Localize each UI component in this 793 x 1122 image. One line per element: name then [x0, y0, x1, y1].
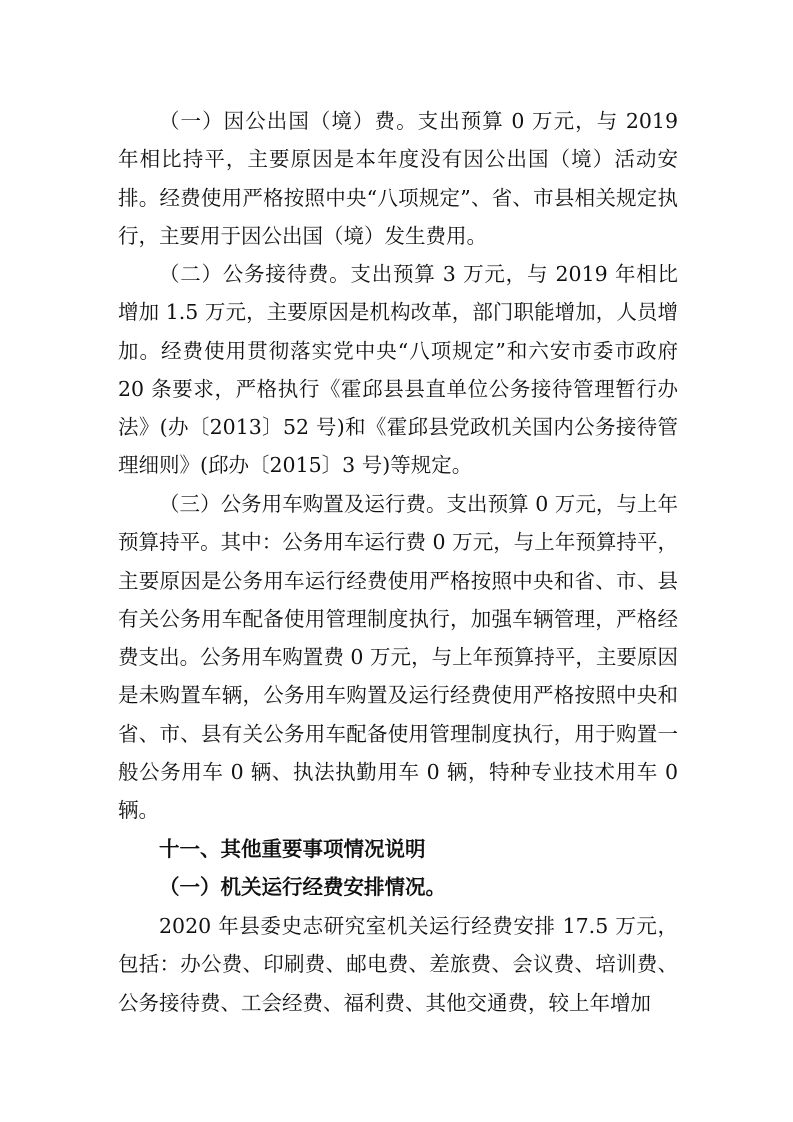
section-heading-other-matters: 十一、其他重要事项情况说明	[159, 837, 426, 861]
paragraph-overseas-travel-expenses: （一）因公出国（境）费。支出预算 0 万元，与 2019 年相比持平，主要原因是本年度没有因公出国（境）活动安排。经费使用严格按照中央“八项规定”、省、市县相关规定执行，主要用于因公出国（境）发生费用。	[118, 109, 678, 248]
paragraph-official-vehicle-expenses: （三）公务用车购置及运行费。支出预算 0 万元，与上年预算持平。其中：公务用车运行费 0 万元，与上年预算持平，主要原因是公务用车运行经费使用严格按照中央和省、市、县有关公务用车配备使用管理制度执行，加强车辆管理，严格经费支出。公务用车购置费 0 万元，与上年预算持平，主要原因是未购置车辆，公务用车购置及运行经费使用严格按照中央和省、市、县有关公务用车配备使用管理制度执行，用于购置一般公务用车 0 辆、执法执勤用车 0 辆，特种专业技术用车 0 辆。	[118, 492, 678, 823]
paragraph-operating-expenses: 2020 年县委史志研究室机关运行经费安排 17.5 万元，包括：办公费、印刷费、邮电费、差旅费、会议费、培训费、公务接待费、工会经费、福利费、其他交通费，较上年增加	[118, 914, 678, 1015]
subsection-heading-operating-expenses: （一）机关运行经费安排情况。	[159, 875, 446, 899]
paragraph-official-reception-expenses: （二）公务接待费。支出预算 3 万元，与 2019 年相比增加 1.5 万元，主要原因是机构改革，部门职能增加，人员增加。经费使用贯彻落实党中央“八项规定”和六安市委市政府 20 条要求，严格执行《霍邱县县直单位公务接待管理暂行办法》(办〔2013〕52 号)和《霍邱县党政机关国内公务接待管理细则》(邱办〔2015〕3 号)等规定。	[118, 262, 678, 478]
